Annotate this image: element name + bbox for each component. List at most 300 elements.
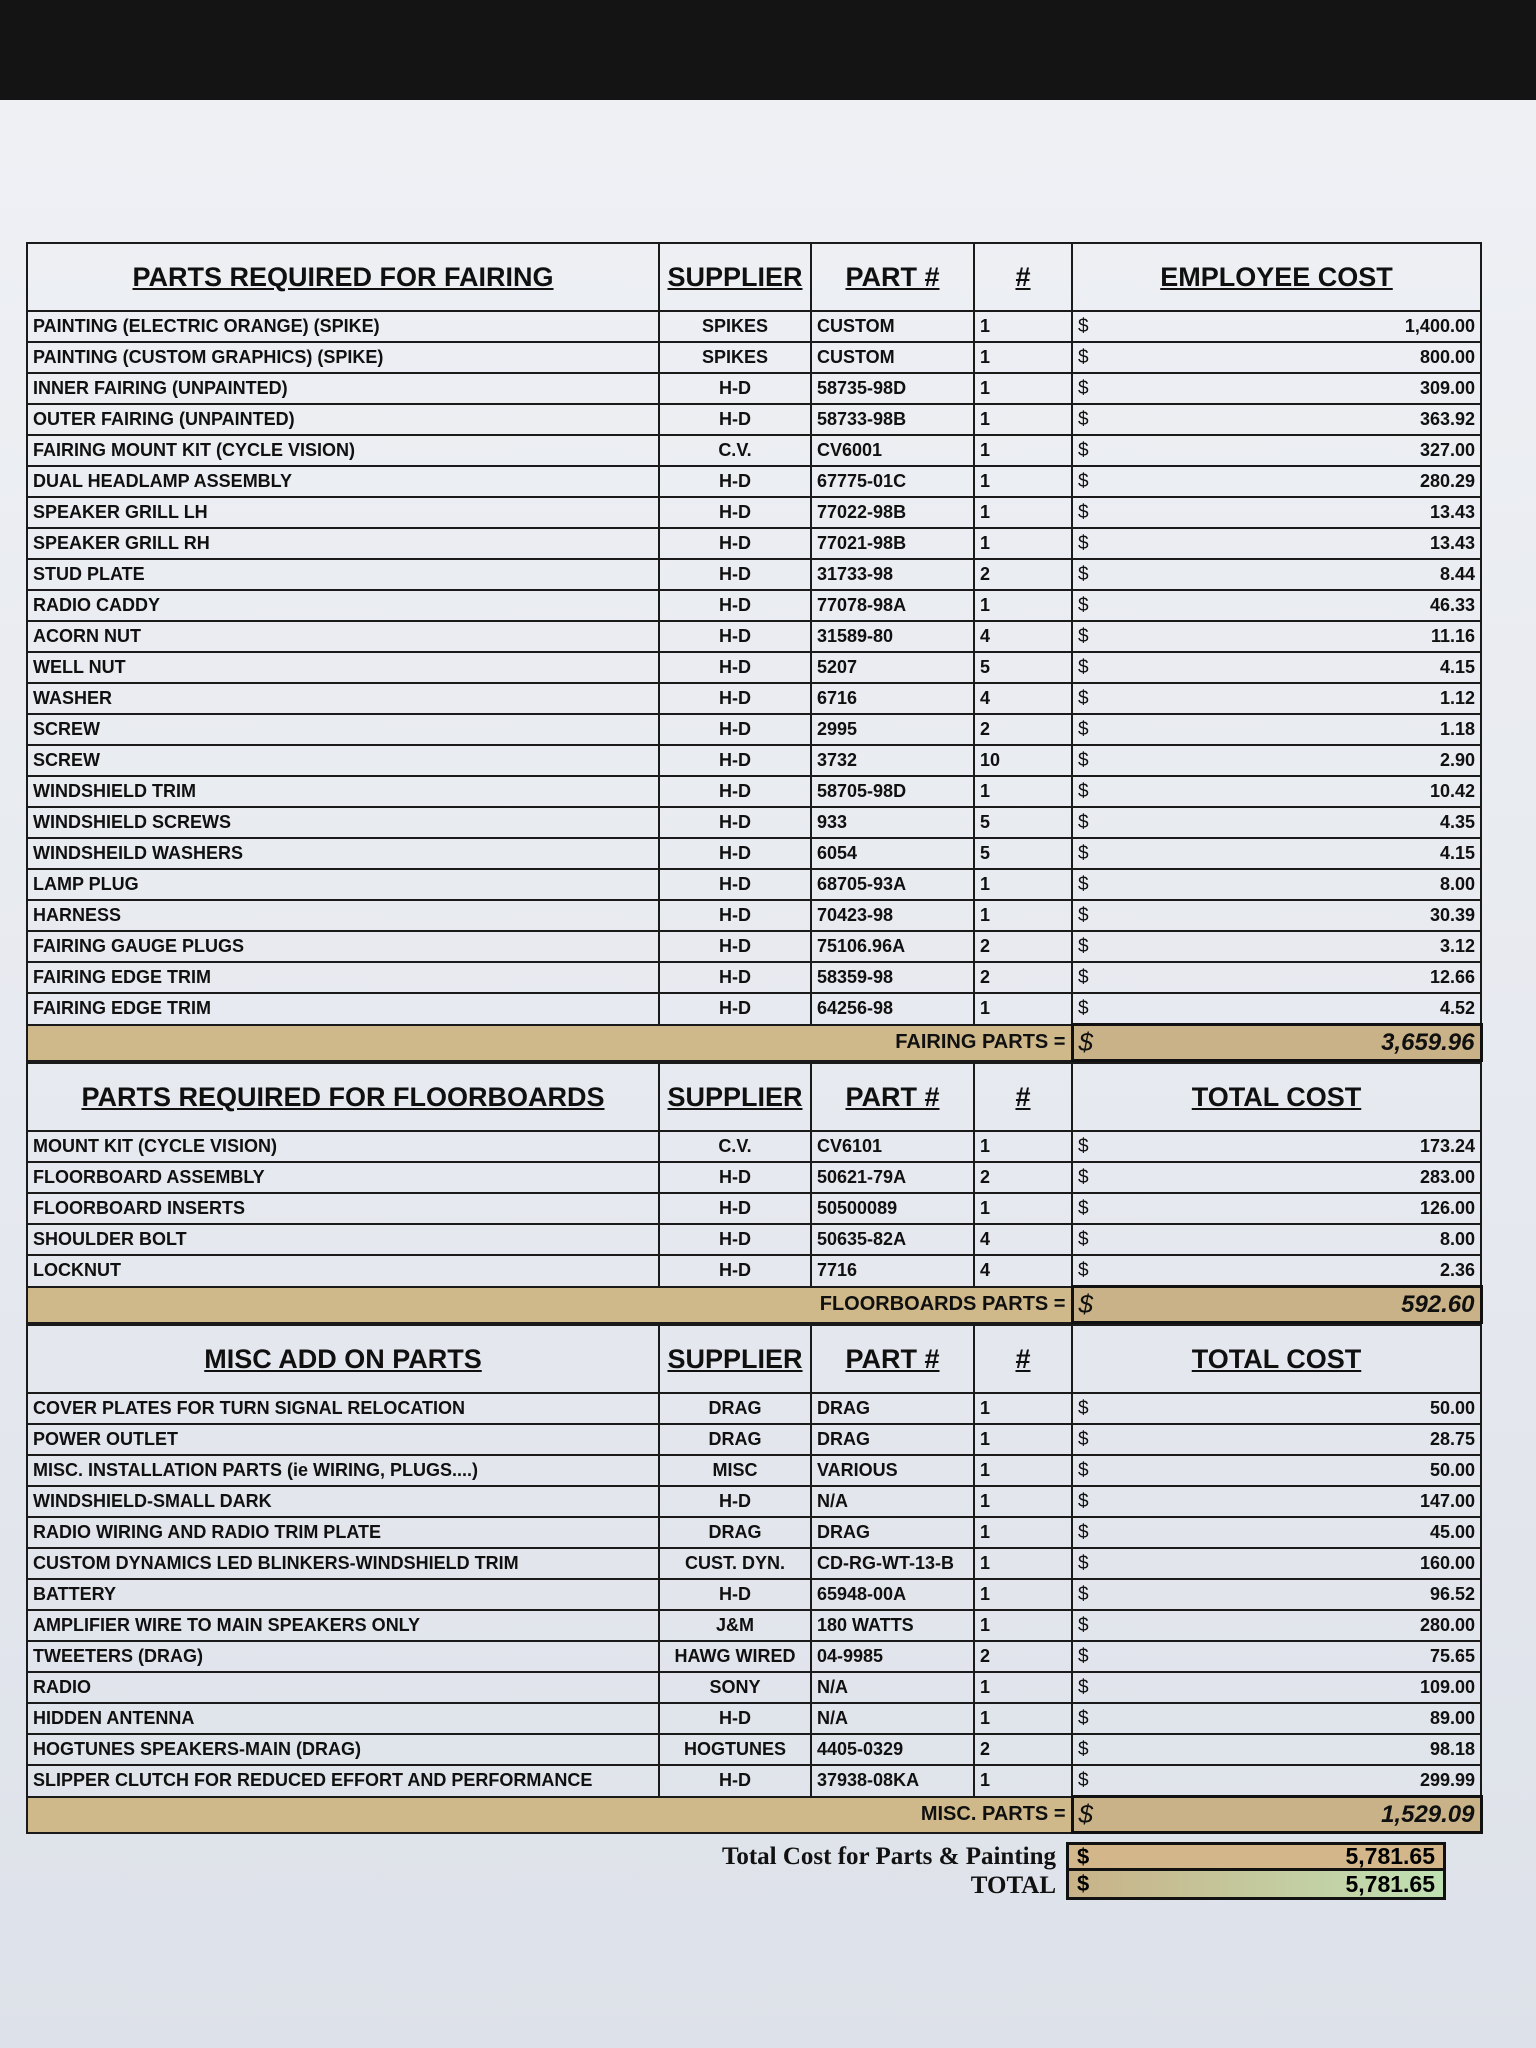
fairing-item-currency: $ (1078, 904, 1089, 926)
fairing-rows (27, 311, 1481, 1025)
fairing-item-currency: $ (1078, 966, 1089, 988)
fairing-item-currency: $ (1078, 346, 1089, 368)
misc-item-supplier: J&M (659, 1610, 811, 1641)
misc-item-description: RADIO WIRING AND RADIO TRIM PLATE (27, 1517, 659, 1548)
misc-item-supplier: HAWG WIRED (659, 1641, 811, 1672)
misc-cost-header: TOTAL COST (1072, 1325, 1481, 1393)
fairing-table-row (27, 528, 1481, 559)
fairing-item-quantity: 1 (974, 497, 1072, 528)
fairing-item-supplier: H-D (659, 714, 811, 745)
floorboards-desc-header: PARTS REQUIRED FOR FLOORBOARDS (27, 1063, 659, 1131)
fairing-item-cost-value: 1,400.00 (1404, 316, 1475, 336)
fairing-item-cost (1072, 745, 1481, 776)
fairing-item-description: LAMP PLUG (27, 869, 659, 900)
fairing-item-part-number: 6716 (811, 683, 974, 714)
misc-item-description: COVER PLATES FOR TURN SIGNAL RELOCATION (27, 1393, 659, 1424)
fairing-item-cost-value: 4.15 (1439, 843, 1475, 863)
floorboards-total-currency: $ (1078, 1289, 1093, 1319)
parts-painting-total-line (722, 1842, 1446, 1871)
misc-item-cost-value: 50.00 (1429, 1398, 1475, 1418)
misc-item-currency: $ (1078, 1459, 1089, 1481)
misc-item-currency: $ (1078, 1707, 1089, 1729)
fairing-item-cost-value: 3.12 (1439, 936, 1475, 956)
misc-item-description: CUSTOM DYNAMICS LED BLINKERS-WINDSHIELD TRIM (27, 1548, 659, 1579)
floorboards-total-row (27, 1287, 1481, 1323)
grand-total-line (971, 1871, 1446, 1900)
fairing-table-row (27, 838, 1481, 869)
fairing-table-row (27, 497, 1481, 528)
floorboards-item-cost-value: 173.24 (1419, 1136, 1475, 1156)
misc-item-part-number: N/A (811, 1486, 974, 1517)
fairing-item-quantity: 2 (974, 559, 1072, 590)
floorboards-supplier-header: SUPPLIER (659, 1063, 811, 1131)
fairing-table-row (27, 962, 1481, 993)
fairing-item-quantity: 5 (974, 807, 1072, 838)
fairing-item-cost-value: 8.44 (1439, 564, 1475, 584)
misc-item-cost (1072, 1393, 1481, 1424)
fairing-item-supplier: H-D (659, 652, 811, 683)
parts-painting-total-box (1066, 1842, 1446, 1871)
misc-item-quantity: 1 (974, 1393, 1072, 1424)
floorboards-table-row (27, 1224, 1481, 1255)
fairing-item-cost (1072, 559, 1481, 590)
fairing-item-currency: $ (1078, 811, 1089, 833)
misc-item-quantity: 1 (974, 1455, 1072, 1486)
floorboards-part-header: PART # (811, 1063, 974, 1131)
fairing-item-description: WELL NUT (27, 652, 659, 683)
misc-total-value: 1,529.09 (1381, 1800, 1475, 1828)
fairing-item-currency: $ (1078, 656, 1089, 678)
fairing-item-description: DUAL HEADLAMP ASSEMBLY (27, 466, 659, 497)
fairing-item-cost-value: 800.00 (1419, 347, 1475, 367)
fairing-item-supplier: H-D (659, 404, 811, 435)
floorboards-item-description: FLOORBOARD INSERTS (27, 1193, 659, 1224)
misc-desc-header: MISC ADD ON PARTS (27, 1325, 659, 1393)
fairing-item-cost (1072, 993, 1481, 1025)
misc-item-currency: $ (1078, 1645, 1089, 1667)
misc-item-currency: $ (1078, 1769, 1089, 1791)
fairing-item-cost-value: 13.43 (1429, 533, 1475, 553)
misc-item-part-number: DRAG (811, 1424, 974, 1455)
misc-item-quantity: 1 (974, 1610, 1072, 1641)
fairing-table-row (27, 590, 1481, 621)
fairing-item-supplier: H-D (659, 528, 811, 559)
misc-total-label: MISC. PARTS = (27, 1797, 1072, 1833)
floorboards-item-cost-value: 2.36 (1439, 1260, 1475, 1280)
fairing-item-cost (1072, 528, 1481, 559)
fairing-item-currency: $ (1078, 439, 1089, 461)
misc-table-row (27, 1765, 1481, 1797)
fairing-item-quantity: 4 (974, 621, 1072, 652)
floorboards-item-part-number: CV6101 (811, 1131, 974, 1162)
fairing-item-supplier: H-D (659, 838, 811, 869)
fairing-table-row (27, 466, 1481, 497)
misc-item-supplier: DRAG (659, 1424, 811, 1455)
fairing-item-cost-value: 8.00 (1439, 874, 1475, 894)
fairing-item-cost (1072, 683, 1481, 714)
misc-item-cost (1072, 1641, 1481, 1672)
fairing-total-value: 3,659.96 (1381, 1028, 1475, 1056)
fairing-item-cost (1072, 621, 1481, 652)
misc-item-cost-value: 28.75 (1429, 1429, 1475, 1449)
fairing-total-row (27, 1025, 1481, 1061)
fairing-item-cost (1072, 807, 1481, 838)
fairing-item-part-number: CV6001 (811, 435, 974, 466)
grand-total-box (1066, 1871, 1446, 1900)
floorboards-item-part-number: 50621-79A (811, 1162, 974, 1193)
floorboards-total-amount (1072, 1287, 1481, 1323)
misc-item-cost-value: 75.65 (1429, 1646, 1475, 1666)
fairing-item-currency: $ (1078, 749, 1089, 771)
floorboards-table-row (27, 1193, 1481, 1224)
fairing-table-row (27, 435, 1481, 466)
misc-table-row (27, 1610, 1481, 1641)
floorboards-qty-header: # (974, 1063, 1072, 1131)
fairing-item-quantity: 1 (974, 993, 1072, 1025)
fairing-item-currency: $ (1078, 873, 1089, 895)
fairing-item-description: WINDSHIELD TRIM (27, 776, 659, 807)
misc-item-supplier: H-D (659, 1579, 811, 1610)
floorboards-item-cost-value: 8.00 (1439, 1229, 1475, 1249)
floorboards-rows (27, 1131, 1481, 1287)
misc-item-part-number: VARIOUS (811, 1455, 974, 1486)
misc-item-part-number: DRAG (811, 1393, 974, 1424)
fairing-item-part-number: 77021-98B (811, 528, 974, 559)
fairing-item-supplier: H-D (659, 466, 811, 497)
misc-item-cost (1072, 1548, 1481, 1579)
floorboards-item-description: FLOORBOARD ASSEMBLY (27, 1162, 659, 1193)
floorboards-item-currency: $ (1078, 1166, 1089, 1188)
fairing-item-description: FAIRING EDGE TRIM (27, 962, 659, 993)
misc-table-row (27, 1548, 1481, 1579)
fairing-item-cost-value: 309.00 (1419, 378, 1475, 398)
misc-item-quantity: 1 (974, 1548, 1072, 1579)
misc-item-currency: $ (1078, 1397, 1089, 1419)
misc-item-part-number: 04-9985 (811, 1641, 974, 1672)
misc-item-part-number: N/A (811, 1672, 974, 1703)
fairing-item-cost-value: 1.18 (1439, 719, 1475, 739)
fairing-item-supplier: H-D (659, 869, 811, 900)
misc-item-description: RADIO (27, 1672, 659, 1703)
fairing-item-cost (1072, 466, 1481, 497)
misc-item-part-number: 180 WATTS (811, 1610, 974, 1641)
misc-table-row (27, 1641, 1481, 1672)
floorboards-item-supplier: H-D (659, 1255, 811, 1287)
fairing-item-description: INNER FAIRING (UNPAINTED) (27, 373, 659, 404)
floorboards-item-currency: $ (1078, 1228, 1089, 1250)
fairing-item-description: SPEAKER GRILL LH (27, 497, 659, 528)
fairing-item-cost-value: 46.33 (1429, 595, 1475, 615)
misc-item-part-number: 65948-00A (811, 1579, 974, 1610)
fairing-item-description: PAINTING (ELECTRIC ORANGE) (SPIKE) (27, 311, 659, 342)
fairing-item-cost (1072, 962, 1481, 993)
fairing-item-cost-value: 280.29 (1419, 471, 1475, 491)
misc-item-supplier: HOGTUNES (659, 1734, 811, 1765)
floorboards-item-quantity: 4 (974, 1224, 1072, 1255)
misc-item-quantity: 1 (974, 1765, 1072, 1797)
fairing-table-row (27, 683, 1481, 714)
fairing-table-row (27, 807, 1481, 838)
fairing-table-row (27, 373, 1481, 404)
fairing-item-part-number: 77078-98A (811, 590, 974, 621)
paper-sheet (0, 100, 1536, 2048)
misc-table-row (27, 1393, 1481, 1424)
fairing-item-part-number: 5207 (811, 652, 974, 683)
fairing-item-cost-value: 12.66 (1429, 967, 1475, 987)
misc-item-cost-value: 147.00 (1419, 1491, 1475, 1511)
fairing-item-part-number: 2995 (811, 714, 974, 745)
misc-table-row (27, 1486, 1481, 1517)
misc-item-cost-value: 109.00 (1419, 1677, 1475, 1697)
misc-item-description: POWER OUTLET (27, 1424, 659, 1455)
fairing-item-cost (1072, 497, 1481, 528)
fairing-total-label: FAIRING PARTS = (27, 1025, 1072, 1061)
fairing-item-description: PAINTING (CUSTOM GRAPHICS) (SPIKE) (27, 342, 659, 373)
floorboards-item-currency: $ (1078, 1135, 1089, 1157)
fairing-item-part-number: CUSTOM (811, 311, 974, 342)
fairing-item-currency: $ (1078, 501, 1089, 523)
fairing-item-part-number: 3732 (811, 745, 974, 776)
fairing-item-supplier: H-D (659, 962, 811, 993)
misc-item-cost (1072, 1610, 1481, 1641)
floorboards-cost-header: TOTAL COST (1072, 1063, 1481, 1131)
floorboards-table-row (27, 1131, 1481, 1162)
fairing-item-currency: $ (1078, 780, 1089, 802)
misc-item-cost-value: 299.99 (1419, 1770, 1475, 1790)
fairing-item-cost-value: 4.15 (1439, 657, 1475, 677)
fairing-item-cost (1072, 342, 1481, 373)
fairing-item-supplier: H-D (659, 900, 811, 931)
misc-item-description: HOGTUNES SPEAKERS-MAIN (DRAG) (27, 1734, 659, 1765)
misc-item-quantity: 1 (974, 1703, 1072, 1734)
fairing-table-row (27, 621, 1481, 652)
misc-item-currency: $ (1078, 1521, 1089, 1543)
fairing-item-cost (1072, 590, 1481, 621)
fairing-item-cost-value: 363.92 (1419, 409, 1475, 429)
floorboards-item-part-number: 7716 (811, 1255, 974, 1287)
misc-item-description: BATTERY (27, 1579, 659, 1610)
fairing-item-description: FAIRING MOUNT KIT (CYCLE VISION) (27, 435, 659, 466)
fairing-item-cost-value: 2.90 (1439, 750, 1475, 770)
fairing-item-currency: $ (1078, 687, 1089, 709)
grand-total-block (26, 1842, 1480, 1900)
fairing-item-currency: $ (1078, 625, 1089, 647)
fairing-item-part-number: 70423-98 (811, 900, 974, 931)
fairing-item-description: OUTER FAIRING (UNPAINTED) (27, 404, 659, 435)
misc-item-supplier: H-D (659, 1765, 811, 1797)
floorboards-item-supplier: H-D (659, 1162, 811, 1193)
misc-item-part-number: N/A (811, 1703, 974, 1734)
floorboards-item-description: SHOULDER BOLT (27, 1224, 659, 1255)
misc-item-cost (1072, 1455, 1481, 1486)
fairing-item-part-number: 58705-98D (811, 776, 974, 807)
misc-item-part-number: 4405-0329 (811, 1734, 974, 1765)
fairing-item-part-number: 77022-98B (811, 497, 974, 528)
fairing-desc-header: PARTS REQUIRED FOR FAIRING (27, 243, 659, 311)
fairing-item-currency: $ (1078, 315, 1089, 337)
floorboards-item-cost-value: 283.00 (1419, 1167, 1475, 1187)
fairing-table-row (27, 745, 1481, 776)
misc-item-description: AMPLIFIER WIRE TO MAIN SPEAKERS ONLY (27, 1610, 659, 1641)
fairing-supplier-header: SUPPLIER (659, 243, 811, 311)
parts-painting-total-label: Total Cost for Parts & Painting (721, 1842, 1056, 1870)
fairing-item-supplier: H-D (659, 373, 811, 404)
fairing-item-quantity: 1 (974, 590, 1072, 621)
fairing-item-currency: $ (1078, 408, 1089, 430)
fairing-table-row (27, 652, 1481, 683)
misc-table-row (27, 1703, 1481, 1734)
misc-item-cost-value: 89.00 (1429, 1708, 1475, 1728)
fairing-item-part-number: CUSTOM (811, 342, 974, 373)
fairing-table-row (27, 342, 1481, 373)
fairing-qty-header: # (974, 243, 1072, 311)
floorboards-item-supplier: H-D (659, 1193, 811, 1224)
fairing-item-cost (1072, 900, 1481, 931)
fairing-item-supplier: SPIKES (659, 311, 811, 342)
fairing-item-currency: $ (1078, 563, 1089, 585)
fairing-item-quantity: 1 (974, 435, 1072, 466)
misc-item-cost (1072, 1672, 1481, 1703)
floorboards-item-quantity: 2 (974, 1162, 1072, 1193)
fairing-item-cost-value: 4.35 (1439, 812, 1475, 832)
floorboards-table (26, 1062, 1483, 1324)
misc-item-cost (1072, 1424, 1481, 1455)
misc-total-row (27, 1797, 1481, 1833)
fairing-item-quantity: 1 (974, 776, 1072, 807)
floorboards-item-cost (1072, 1255, 1481, 1287)
fairing-item-currency: $ (1078, 935, 1089, 957)
fairing-item-part-number: 58359-98 (811, 962, 974, 993)
misc-item-description: TWEETERS (DRAG) (27, 1641, 659, 1672)
fairing-item-supplier: H-D (659, 497, 811, 528)
floorboards-item-part-number: 50500089 (811, 1193, 974, 1224)
misc-item-quantity: 1 (974, 1517, 1072, 1548)
fairing-table-row (27, 311, 1481, 342)
floorboards-item-quantity: 4 (974, 1255, 1072, 1287)
misc-item-supplier: DRAG (659, 1393, 811, 1424)
fairing-table-row (27, 931, 1481, 962)
fairing-table-row (27, 559, 1481, 590)
fairing-item-cost-value: 4.52 (1439, 998, 1475, 1018)
misc-item-cost-value: 280.00 (1419, 1615, 1475, 1635)
fairing-item-part-number: 58733-98B (811, 404, 974, 435)
fairing-item-quantity: 1 (974, 528, 1072, 559)
misc-item-description: MISC. INSTALLATION PARTS (ie WIRING, PLUGS....) (27, 1455, 659, 1486)
fairing-item-currency: $ (1078, 470, 1089, 492)
fairing-item-description: SCREW (27, 714, 659, 745)
fairing-item-description: HARNESS (27, 900, 659, 931)
floorboards-item-quantity: 1 (974, 1193, 1072, 1224)
fairing-item-part-number: 31589-80 (811, 621, 974, 652)
fairing-item-description: ACORN NUT (27, 621, 659, 652)
fairing-item-currency: $ (1078, 532, 1089, 554)
misc-item-quantity: 1 (974, 1486, 1072, 1517)
parts-painting-total-currency: $ (1077, 1843, 1090, 1869)
misc-item-supplier: H-D (659, 1703, 811, 1734)
floorboards-item-cost-value: 126.00 (1419, 1198, 1475, 1218)
fairing-total-currency: $ (1078, 1027, 1093, 1057)
misc-item-description: HIDDEN ANTENNA (27, 1703, 659, 1734)
misc-item-cost-value: 160.00 (1419, 1553, 1475, 1573)
fairing-item-description: RADIO CADDY (27, 590, 659, 621)
grand-total-currency: $ (1077, 1871, 1090, 1896)
fairing-item-quantity: 1 (974, 900, 1072, 931)
fairing-item-quantity: 2 (974, 962, 1072, 993)
misc-item-currency: $ (1078, 1552, 1089, 1574)
misc-item-cost-value: 96.52 (1429, 1584, 1475, 1604)
floorboards-table-row (27, 1255, 1481, 1287)
misc-item-cost (1072, 1517, 1481, 1548)
fairing-item-supplier: H-D (659, 683, 811, 714)
floorboards-header-row (27, 1063, 1481, 1131)
fairing-item-cost (1072, 404, 1481, 435)
misc-item-supplier: DRAG (659, 1517, 811, 1548)
misc-total-amount (1072, 1797, 1481, 1833)
fairing-item-quantity: 1 (974, 373, 1072, 404)
misc-table-row (27, 1734, 1481, 1765)
fairing-item-quantity: 10 (974, 745, 1072, 776)
fairing-item-cost-value: 13.43 (1429, 502, 1475, 522)
misc-item-quantity: 1 (974, 1672, 1072, 1703)
fairing-item-description: STUD PLATE (27, 559, 659, 590)
floorboards-item-currency: $ (1078, 1259, 1089, 1281)
fairing-item-currency: $ (1078, 997, 1089, 1019)
floorboards-item-supplier: C.V. (659, 1131, 811, 1162)
fairing-item-quantity: 2 (974, 931, 1072, 962)
parts-painting-total-value: 5,781.65 (1345, 1843, 1435, 1869)
fairing-item-supplier: H-D (659, 621, 811, 652)
fairing-item-cost-value: 327.00 (1419, 440, 1475, 460)
misc-item-currency: $ (1078, 1676, 1089, 1698)
misc-header-row (27, 1325, 1481, 1393)
grand-total-label: TOTAL (970, 1871, 1056, 1899)
fairing-item-supplier: H-D (659, 931, 811, 962)
fairing-table-row (27, 404, 1481, 435)
floorboards-item-description: LOCKNUT (27, 1255, 659, 1287)
fairing-item-part-number: 75106.96A (811, 931, 974, 962)
fairing-item-description: WINDSHEILD WASHERS (27, 838, 659, 869)
misc-item-cost (1072, 1486, 1481, 1517)
fairing-item-currency: $ (1078, 718, 1089, 740)
fairing-item-part-number: 58735-98D (811, 373, 974, 404)
misc-item-quantity: 2 (974, 1734, 1072, 1765)
floorboards-total-value: 592.60 (1401, 1290, 1475, 1318)
grand-total-value: 5,781.65 (1345, 1870, 1435, 1897)
fairing-item-description: FAIRING GAUGE PLUGS (27, 931, 659, 962)
misc-item-currency: $ (1078, 1490, 1089, 1512)
misc-item-quantity: 2 (974, 1641, 1072, 1672)
floorboards-item-cost (1072, 1131, 1481, 1162)
fairing-item-cost-value: 10.42 (1429, 781, 1475, 801)
fairing-item-cost (1072, 373, 1481, 404)
fairing-item-supplier: C.V. (659, 435, 811, 466)
misc-supplier-header: SUPPLIER (659, 1325, 811, 1393)
floorboards-total-label: FLOORBOARDS PARTS = (27, 1287, 1072, 1323)
misc-item-supplier: H-D (659, 1486, 811, 1517)
misc-item-currency: $ (1078, 1583, 1089, 1605)
fairing-item-quantity: 5 (974, 838, 1072, 869)
fairing-item-cost (1072, 931, 1481, 962)
fairing-item-quantity: 1 (974, 404, 1072, 435)
fairing-item-cost (1072, 838, 1481, 869)
floorboards-item-currency: $ (1078, 1197, 1089, 1219)
fairing-item-description: WINDSHIELD SCREWS (27, 807, 659, 838)
fairing-item-supplier: H-D (659, 807, 811, 838)
misc-table-row (27, 1672, 1481, 1703)
fairing-item-cost-value: 1.12 (1439, 688, 1475, 708)
parts-cost-sheet (26, 242, 1480, 1900)
misc-table-row (27, 1579, 1481, 1610)
